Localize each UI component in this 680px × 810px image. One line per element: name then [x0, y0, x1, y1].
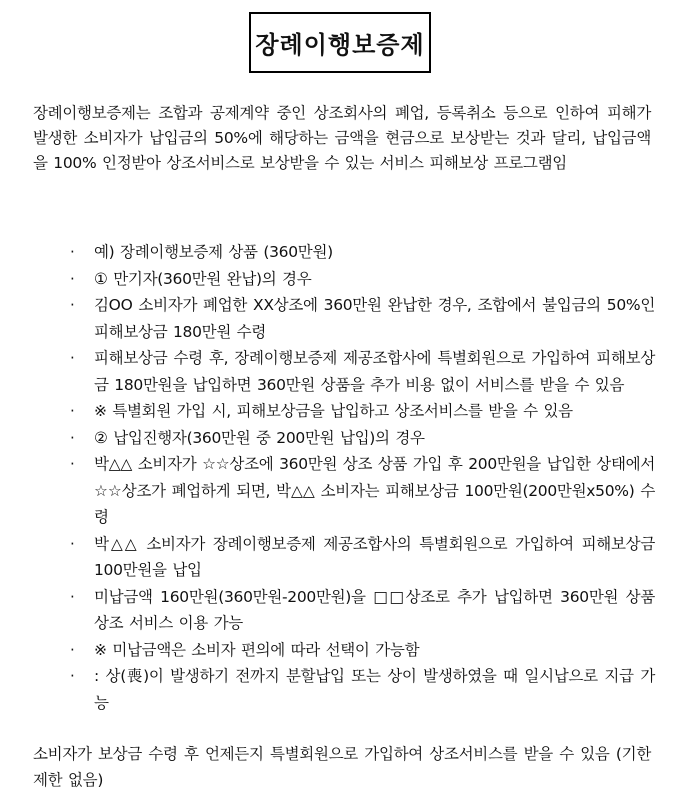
list-item-text: : 상(喪)이 발생하기 전까지 분할납입 또는 상이 발생하였을 때 일시납으로 지급 가능 — [94, 667, 655, 712]
list-item — [50, 637, 655, 664]
list-item — [50, 531, 655, 584]
list-item-text: ② 납입진행자(360만원 중 200만원 납입)의 경우 — [94, 428, 425, 447]
list-item — [50, 425, 655, 452]
bullet-icon: · — [70, 455, 75, 473]
list-item — [50, 266, 655, 293]
document-title: 장례이행보증제 — [249, 12, 431, 73]
list-item-text: 피해보상금 수령 후, 장례이행보증제 제공조합사에 특별회원으로 가입하여 피해보상금 180만원을 납입하면 360만원 상품을 추가 비용 없이 서비스를 받을 수 있음 — [94, 349, 655, 394]
list-item — [50, 292, 655, 345]
list-item — [50, 663, 655, 716]
list-item-text: 박△△ 소비자가 ☆☆상조에 360만원 상조 상품 가입 후 200만원을 납입한 상태에서 ☆☆상조가 폐업하게 되면, 박△△ 소비자는 피해보상금 100만원(200만원x50%) 수령 — [94, 455, 655, 526]
list-item-text: 김OO 소비자가 폐업한 XX상조에 360만원 완납한 경우, 조합에서 불입금의 50%인 피해보상금 180만원 수령 — [94, 296, 655, 341]
list-item — [50, 584, 655, 637]
intro-paragraph: 장례이행보증제는 조합과 공제계약 중인 상조회사의 폐업, 등록취소 등으로 인하여 피해가 발생한 소비자가 납입금의 50%에 해당하는 금액을 현금으로 보상받는 것과 달리, 납입금액을 100% 인정받아 상조서비스로 보상받을 수 있는 서비스 피해보상 프로그램임 — [33, 104, 651, 172]
bullet-icon: · — [70, 349, 75, 367]
bullet-icon: · — [70, 667, 75, 685]
list-item — [50, 451, 655, 531]
bullet-icon: · — [70, 243, 75, 261]
list-item-text: ① 만기자(360만원 완납)의 경우 — [94, 269, 312, 288]
bullet-icon: · — [70, 402, 75, 420]
list-item-text: 박△△ 소비자가 장례이행보증제 제공조합사의 특별회원으로 가입하여 피해보상금 100만원을 납입 — [94, 534, 655, 579]
list-item-text: ※ 특별회원 가입 시, 피해보상금을 납입하고 상조서비스를 받을 수 있음 — [94, 402, 573, 420]
bullet-icon: · — [70, 534, 75, 553]
list-item-text: ※ 미납금액은 소비자 편의에 따라 선택이 가능함 — [94, 640, 420, 659]
list-item — [50, 398, 655, 425]
list-item — [50, 239, 655, 266]
example-bullet-list — [50, 239, 655, 716]
bullet-icon: · — [70, 587, 75, 606]
list-item-text: 미납금액 160만원(360만원-200만원)을 □□상조로 추가 납입하면 360만원 상품 상조 서비스 이용 가능 — [94, 587, 655, 632]
list-item-text: 예) 장례이행보증제 상품 (360만원) — [94, 243, 333, 261]
bullet-icon: · — [70, 296, 75, 314]
list-item — [50, 345, 655, 398]
footer-paragraph: 소비자가 보상금 수령 후 언제든지 특별회원으로 가입하여 상조서비스를 받을 수 있음 (기한 제한 없음) — [33, 745, 651, 789]
bullet-icon: · — [70, 428, 75, 447]
bullet-icon: · — [70, 269, 75, 288]
bullet-icon: · — [70, 640, 75, 659]
